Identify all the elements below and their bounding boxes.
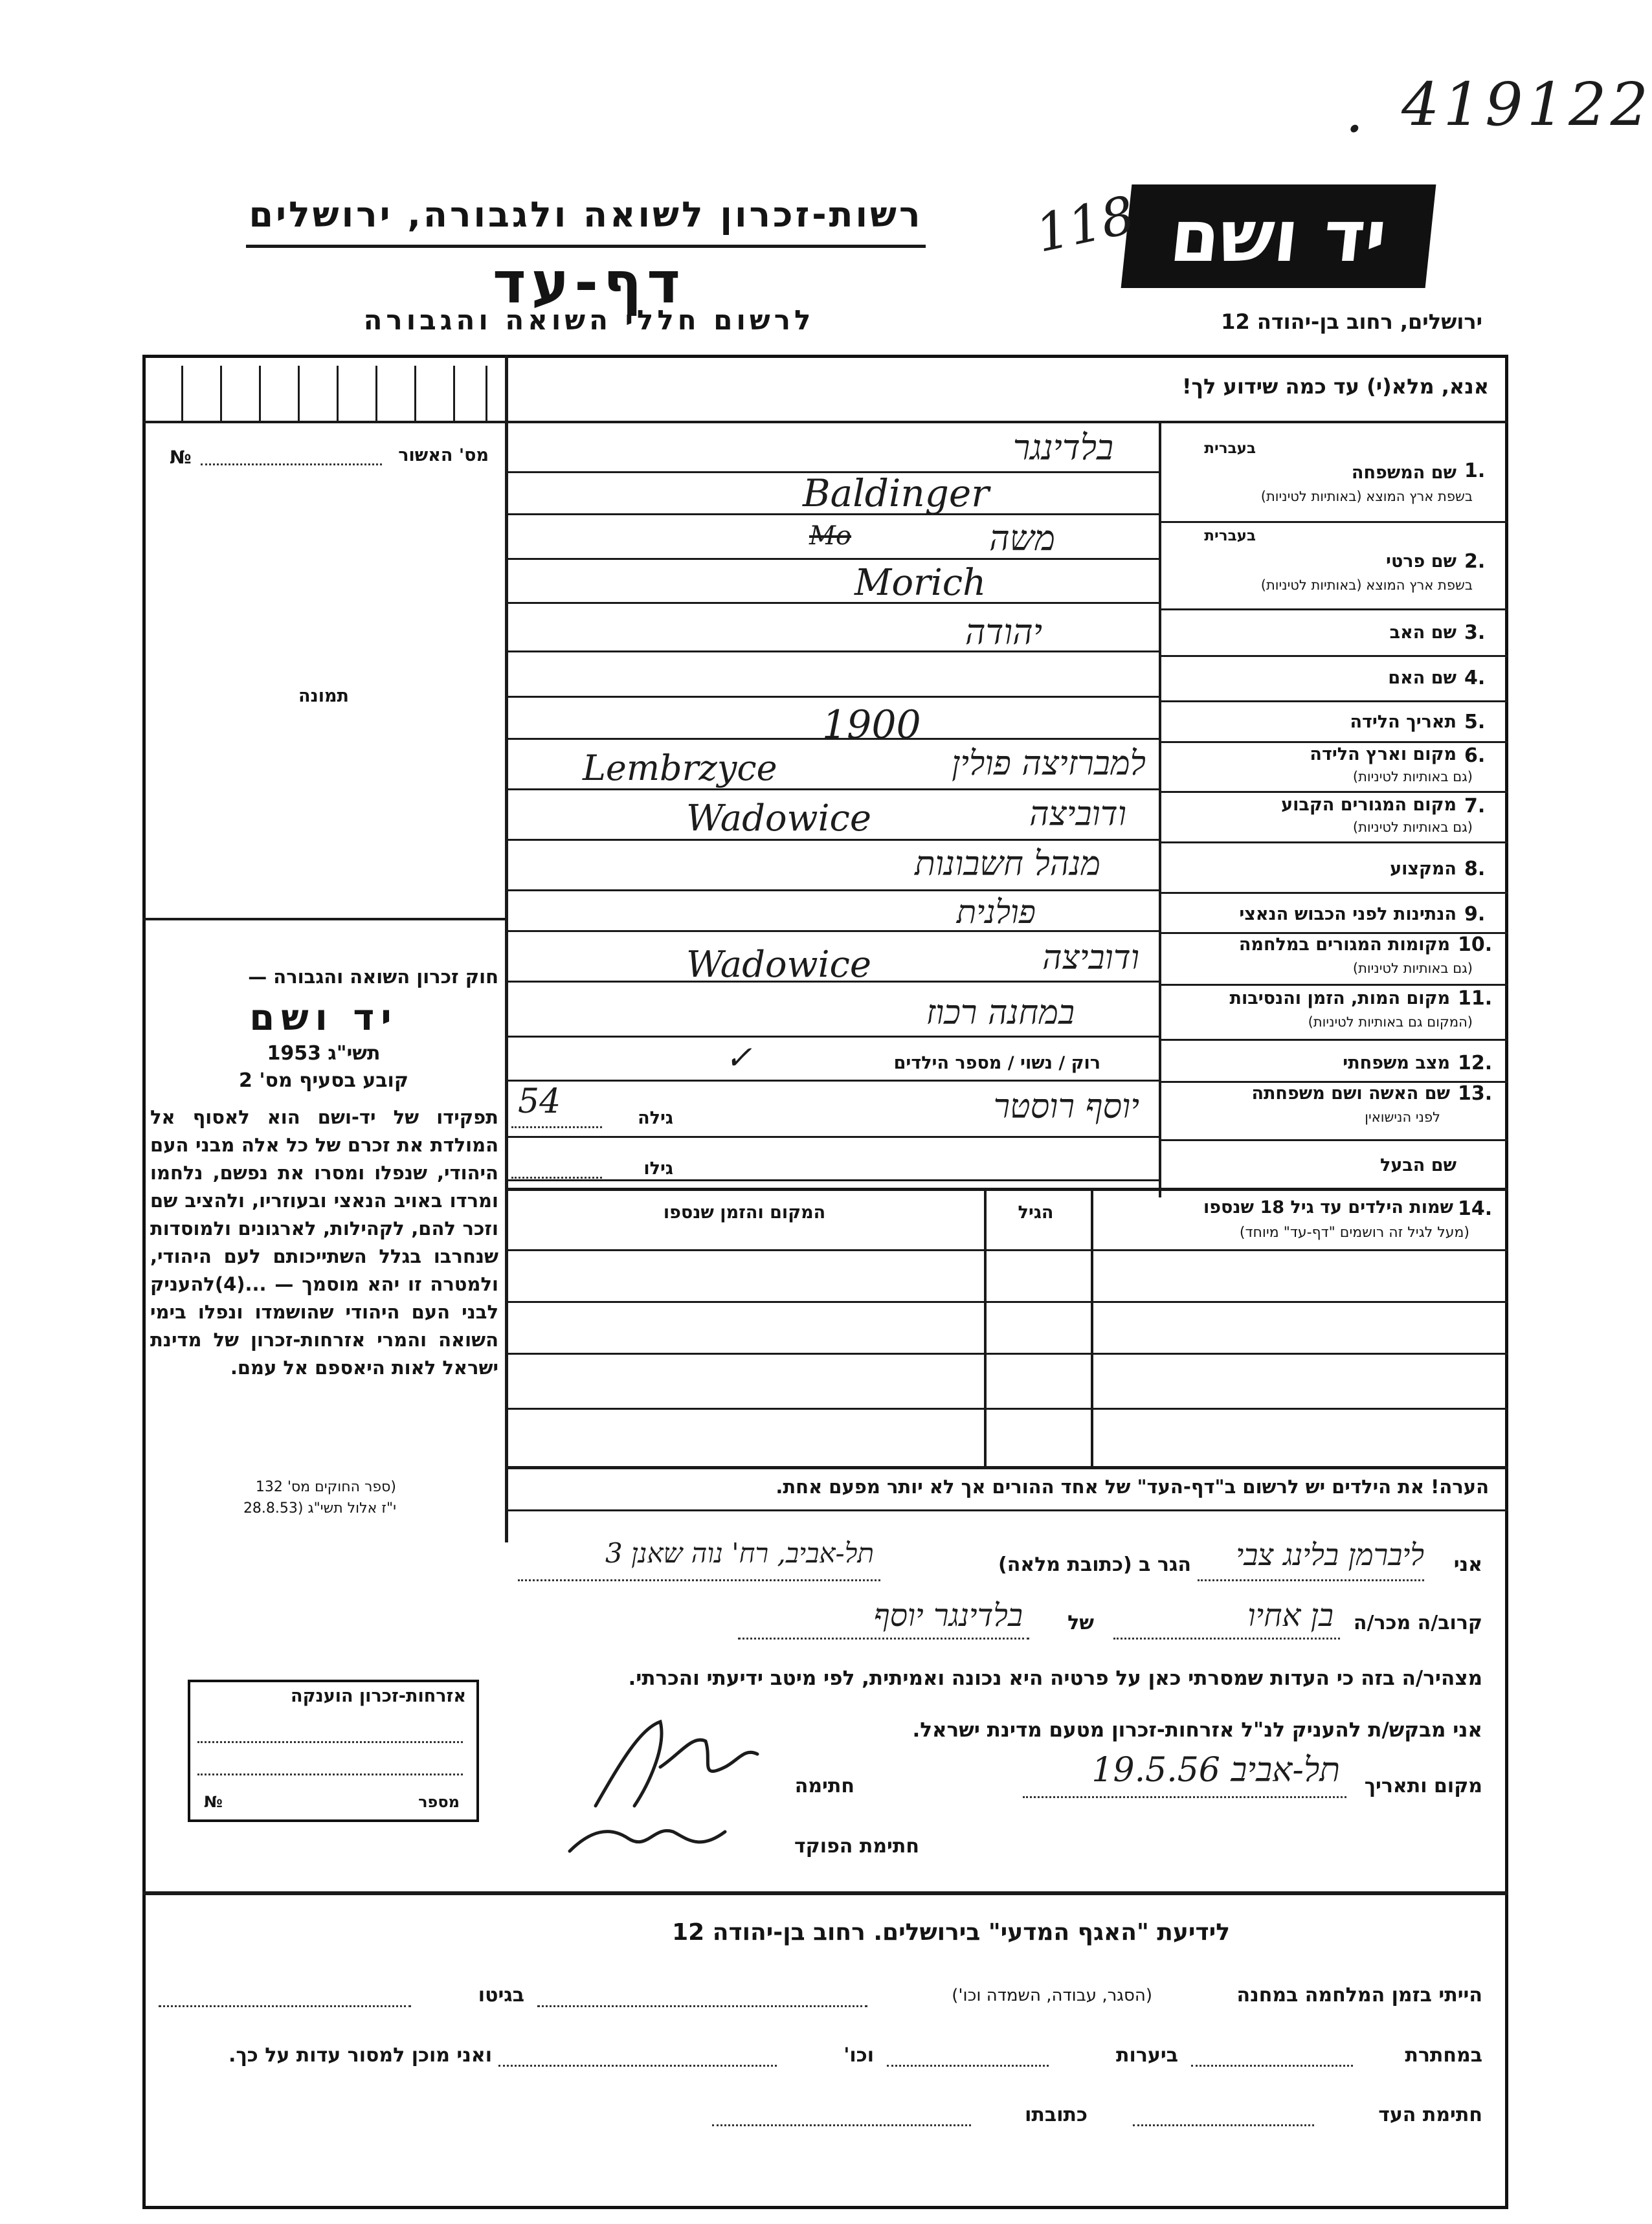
field-12-label: מצב משפחתי [1343, 1053, 1450, 1073]
declaration-request: אני מבקש/ת להעניק לנ"ל אזרחות-זכרון מטעם מדינת ישראל. [912, 1718, 1482, 1742]
field-2-label: שם פרטי [1386, 551, 1457, 572]
field-2-latin-value[interactable]: Morich [854, 562, 987, 604]
field-11-number: 11. [1458, 987, 1493, 1010]
info-etc-label: וכו' [843, 2044, 874, 2067]
citizenship-line-2[interactable] [197, 1774, 463, 1775]
law-reference-2: י"ז אלול תשי"ג (28.8.53 [243, 1500, 396, 1517]
field-8-value[interactable]: מנהל חשבונות [915, 845, 1100, 884]
info-underground-line[interactable] [1191, 2065, 1353, 2067]
field-13-sub: לפני הנישואין [1365, 1109, 1440, 1125]
field-2-struck-value: Mo [809, 521, 852, 551]
field-11-sub: (המקום גם באותיות לטיניות) [1308, 1014, 1473, 1030]
header-rule [246, 245, 926, 248]
field-8-number: 8. [1464, 858, 1486, 880]
field-7-number: 7. [1464, 795, 1486, 817]
field-7-sub: (גם באותיות לטיניות) [1352, 819, 1473, 835]
field-10-number: 10. [1458, 933, 1493, 956]
info-ready-statement: ואני מוכן למסור עדות על כך. [229, 2044, 492, 2067]
field-2-sub: בשפת ארץ המוצא (באותיות לטיניות) [1260, 577, 1473, 593]
law-reference-1: (ספר החוקים מס' 132 [255, 1479, 396, 1495]
header-address: ירושלים, רחוב בן-יהודה 12 [1221, 309, 1482, 334]
field-3-value[interactable]: יהודה [965, 612, 1042, 652]
field-6-latin-value[interactable]: Lembrzyce [583, 748, 777, 788]
left-panel-divider [505, 355, 508, 1542]
declaration-statement: מצהיר/ה בזה כי העדות שמסרתי כאן על פרטיה היא נכונה ואמיתית, לפי מיטב ידיעתי והכרתי. [628, 1667, 1482, 1690]
info-section-rule [142, 1891, 1508, 1895]
field-7-value[interactable]: ודוביצה [1029, 795, 1126, 834]
photo-label: תמונה [298, 686, 350, 706]
field-1-latin-value[interactable]: Baldinger [803, 471, 989, 515]
field-13-age-label: גילה [638, 1108, 673, 1128]
children-table-top [508, 1188, 1508, 1191]
field-6-sub: (גם באותיות לטיניות) [1352, 769, 1473, 784]
of-name[interactable]: בלדינגר יוסף [873, 1597, 1023, 1634]
field-2-hebrew-tag: בעברית [1204, 528, 1256, 544]
approval-number-field[interactable] [201, 463, 382, 465]
field-4-number: 4. [1464, 667, 1486, 689]
field-1-sub: בשפת ארץ המוצא (באותיות לטיניות) [1260, 489, 1473, 504]
children-place-header: המקום והזמן שנספו [663, 1203, 826, 1223]
field-1-hebrew-value[interactable]: בלדינגר [1012, 427, 1113, 468]
witness-signature-line[interactable] [1133, 2124, 1314, 2126]
field-5-value[interactable]: 1900 [822, 702, 921, 748]
field-14-sub: (מעל לגיל זה רושמים "דף-עד" מיוחד) [1239, 1225, 1469, 1241]
of-label: של [1067, 1612, 1094, 1634]
field-7-latin-value[interactable]: Wadowice [686, 797, 871, 840]
declarant-address-line [518, 1579, 880, 1581]
field-9-value[interactable]: פולנית [956, 893, 1036, 931]
place-date-value[interactable]: תל-אביב 19.5.56 [1091, 1751, 1340, 1790]
children-row-2 [508, 1301, 1508, 1303]
info-etc-line[interactable] [498, 2065, 777, 2067]
info-title: לידיעת "האגף המדעי" בירושלים. רחוב בן-יהודה 12 [672, 1919, 1230, 1946]
law-text: תפקידו של יד-ושם הוא לאסוף אל המולדת את זכרם של כל אלה מבני העם היהודי, שנפלו ומסרו את נפשם, נלחמו ומרדו באויב הנאצי ובעוזריו, ולהציב שם וזכר להם, לקהילות, לארגונים ולמוסדות שנחרבו בגלל השתייכותם לעם היהודי, ולמטרה זו יהא מוסמך — ...(4)להעניק לבני העם היהודי שהושמדו ונפלו בימי השואה והמרי אזרחות-זכרון של מדינת ישראל לאות היאספם אל עמם. [150, 1106, 498, 1379]
signature-label: חתימה [794, 1775, 854, 1797]
field-6-label: מקום וארץ הלידה [1310, 744, 1457, 764]
husband-age-line[interactable] [511, 1177, 602, 1179]
logo-stamp-number: 118 [1031, 184, 1140, 264]
citizenship-no-sign: № [204, 1793, 223, 1811]
field-9-label: הנתינות לפני הכבוש הנאצי [1239, 904, 1457, 924]
field-10-label: מקומות המגורים במלחמה [1238, 935, 1450, 955]
field-1-hebrew-tag: בעברית [1204, 440, 1256, 457]
field-14-number: 14. [1458, 1197, 1493, 1220]
field-7-label: מקום המגורים הקבוע [1281, 795, 1457, 815]
logo-yad-vashem: יד ושם [1121, 184, 1436, 288]
children-row-4 [508, 1408, 1508, 1410]
info-ghetto-label: בגיטו [478, 1984, 524, 2007]
info-forests-line[interactable] [887, 2065, 1049, 2067]
field-14-label: שמות הילדים עד גיל 18 שנספו [1203, 1197, 1453, 1218]
field-3-number: 3. [1464, 621, 1486, 644]
relation-label: קרוב/ה מכר/ה [1353, 1612, 1482, 1634]
info-camp-label: הייתי בזמן המלחמה במחנה [1236, 1984, 1482, 2007]
children-row-3 [508, 1353, 1508, 1355]
place-date-label: מקום ותאריך [1364, 1775, 1482, 1797]
form-subtitle: לרשום חללי השואה והגבורה [363, 304, 815, 336]
field-12-options[interactable]: רוק / נשוי / מספר הילדים [893, 1053, 1100, 1073]
declarant-i-label: אני [1453, 1553, 1482, 1576]
citizenship-line-1[interactable] [197, 1741, 463, 1743]
field-3-label: שם האב [1389, 623, 1457, 643]
children-table-bottom [508, 1466, 1508, 1469]
declarant-name[interactable]: ליברמן בלינג צבי [1236, 1537, 1424, 1572]
field-10-value[interactable]: ודוביצה [1042, 939, 1139, 977]
field-1-label: שם המשפחה [1351, 463, 1457, 483]
info-forests-label: ביערות [1116, 2044, 1178, 2067]
field-10-sub: (גם באותיות לטיניות) [1352, 961, 1473, 976]
witness-address-line[interactable] [712, 2124, 971, 2126]
field-9-number: 9. [1464, 903, 1486, 926]
field-1-number: 1. [1464, 460, 1486, 482]
declarant-name-line [1198, 1579, 1424, 1581]
place-date-line [1023, 1796, 1346, 1798]
field-13-value[interactable]: יוסף רוסטר [993, 1087, 1139, 1126]
approval-label: מס' האשור [398, 445, 489, 465]
children-age-header: הגיל [1018, 1203, 1054, 1223]
declarant-address[interactable]: תל-אביב, רח' נוה שאנן 3 [605, 1537, 874, 1569]
field-6-value[interactable]: למברזיצה פולין [952, 744, 1146, 783]
field-4-label: שם האם [1388, 668, 1457, 688]
field-13-age-line [511, 1126, 602, 1128]
field-5-number: 5. [1464, 711, 1486, 733]
field-6-number: 6. [1464, 744, 1486, 767]
witness-address-label: כתובתו [1025, 2104, 1088, 2126]
info-camp-line[interactable] [537, 2005, 867, 2007]
children-col-divider-2 [1091, 1188, 1093, 1469]
field-12-check-mark: ✓ [725, 1039, 752, 1076]
relation-line [1113, 1638, 1340, 1640]
husband-age-label: גילו [643, 1159, 673, 1179]
field-13-age-value[interactable]: 54 [518, 1082, 561, 1121]
field-5-label: תאריך הלידה [1350, 712, 1457, 732]
law-title: חוק זכרון השואה והגבורה — [248, 966, 498, 988]
institution-title: רשות-זכרון לשואה ולגבורה, ירושלים [249, 194, 923, 235]
intro-rule [505, 421, 1508, 423]
field-13-label: שם האשה ושם משפחתה [1251, 1084, 1450, 1104]
officer-signature [557, 1806, 751, 1877]
field-2-hebrew-value[interactable]: משה [989, 518, 1055, 559]
note-rule [508, 1509, 1508, 1511]
law-name: יד ושם [249, 997, 398, 1039]
archive-dot: . [1345, 78, 1364, 146]
field-12-number: 12. [1458, 1052, 1493, 1074]
children-row-1 [508, 1249, 1508, 1251]
field-10-latin-value[interactable]: Wadowice [686, 944, 871, 986]
photo-area-rule [142, 918, 505, 920]
officer-signature-label: חתימת הפוקד [794, 1835, 919, 1858]
law-section: קובע בסעיף מס' 2 [239, 1069, 408, 1092]
citizenship-label: אזרחות-זכרון הוענקה [291, 1686, 466, 1706]
field-11-value[interactable]: במחנה רכוז [926, 994, 1075, 1032]
field-2-number: 2. [1464, 550, 1486, 573]
info-camp-types: (הסגר, עבודה, השמדה וכו') [952, 1986, 1152, 2005]
husband-label: שם הבעל [1379, 1155, 1457, 1175]
approval-no-sign: № [170, 447, 192, 468]
intro-instruction: אנא, מלא(י) עד כמה שידוע לך! [1181, 374, 1489, 399]
of-name-line [738, 1638, 1029, 1640]
witness-signature-label: חתימת העד [1378, 2104, 1482, 2126]
children-note: הערה! את הילדים יש לרשום ב"דף-העד" של אחד ההורים אך לא יותר מפעם אחת. [776, 1476, 1489, 1498]
children-col-divider-1 [984, 1188, 987, 1469]
field-8-label: המקצוע [1390, 859, 1457, 879]
archive-number: 419122 [1401, 70, 1652, 139]
law-years: תשי"ג 1953 [267, 1042, 381, 1065]
form-title: דף-עד [493, 249, 686, 316]
citizenship-no-label: מספר [418, 1793, 460, 1811]
field-11-label: מקום המות, הזמן והנסיבות [1229, 988, 1450, 1008]
info-ghetto-line[interactable] [159, 2005, 411, 2007]
info-underground-label: במחתרת [1405, 2044, 1482, 2067]
field-13-number: 13. [1458, 1082, 1493, 1105]
resides-label: הגר ב (כתובת מלאה) [998, 1553, 1191, 1576]
relation-value[interactable]: בן אחיו [1247, 1597, 1334, 1634]
